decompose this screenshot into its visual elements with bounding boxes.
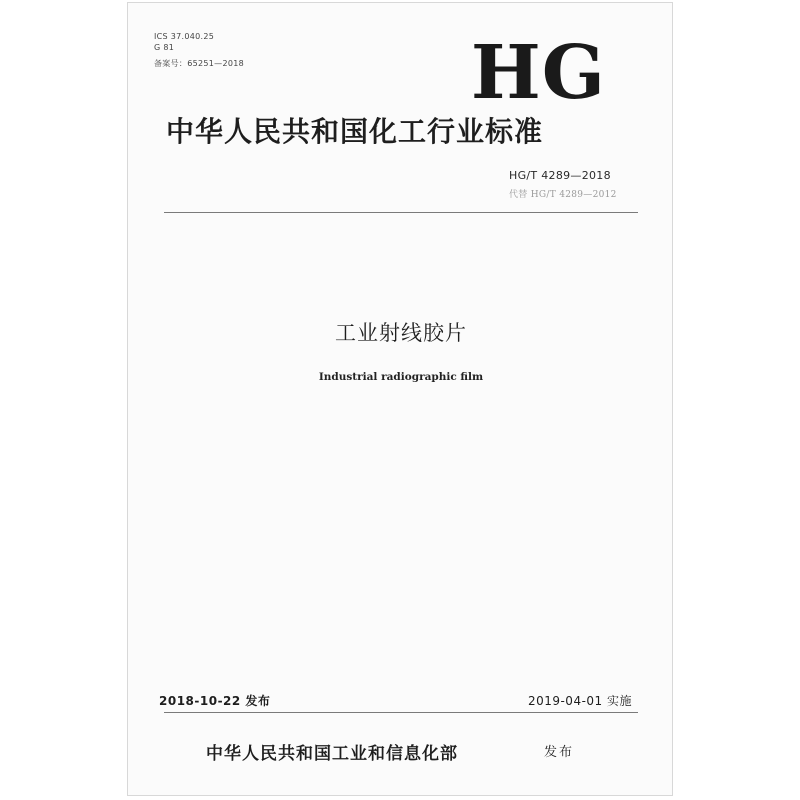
hg-logo: HG	[470, 30, 606, 116]
publish-date: 2018-10-22 发布	[159, 694, 271, 708]
top-divider	[164, 212, 638, 213]
implement-date: 2019-04-01 实施	[527, 694, 632, 708]
replaced-standard: 代替 HG/T 4289—2012	[509, 190, 617, 200]
document-title-en: Industrial radiographic film	[318, 371, 484, 383]
publisher-action: 发布	[544, 745, 575, 760]
standard-category-title: 中华人民共和国化工行业标准	[166, 115, 544, 148]
ccs-code: G 81	[154, 43, 175, 52]
filing-number: 备案号：65251—2018	[154, 59, 245, 68]
standard-number: HG/T 4289—2018	[509, 169, 611, 182]
bottom-divider	[164, 712, 638, 713]
publisher-name: 中华人民共和国工业和信息化部	[206, 744, 458, 764]
standard-cover-page	[127, 2, 673, 796]
ics-code: ICS 37.040.25	[154, 32, 215, 41]
document-title-cn: 工业射线胶片	[335, 321, 467, 345]
